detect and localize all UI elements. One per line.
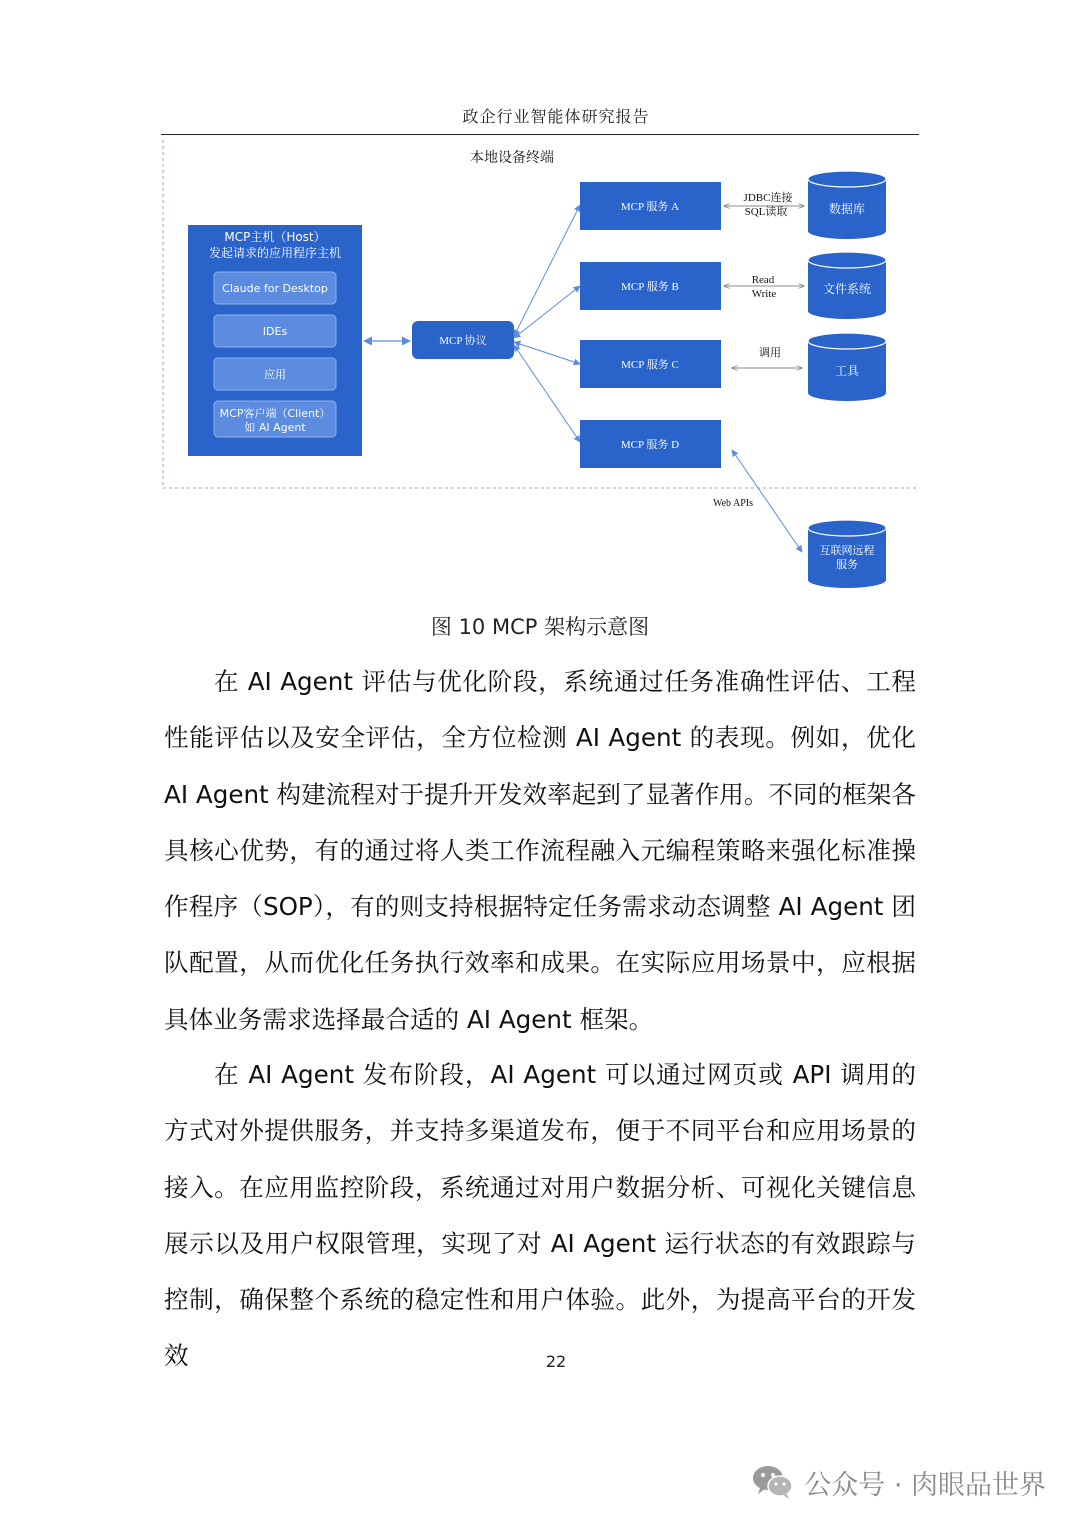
body-paragraph: 在 AI Agent 发布阶段，AI Agent 可以通过网页或 API 调用的方式对外提供服务，并支持多渠道发布，便于不同平台和应用场景的接入。在应用监控阶段，系统通过对用户数据分析、可视化关键信息展示以及用户权限管理，实现了对 AI Agent 运行状态的有效跟踪与控制，确保整个系统的稳定性和用户体验。此外，为提高平台的开发效 (164, 1060, 916, 1371)
watermark-text: 公众号 · 肉眼品世界 (804, 1469, 1046, 1501)
host-client-line1: MCP客户端（Client） (219, 407, 331, 420)
wechat-icon (752, 1464, 794, 1500)
region-label: 本地设备终端 (470, 151, 554, 166)
host-title-line2: 发起请求的应用程序主机 (208, 246, 342, 260)
watermark (752, 1460, 1046, 1504)
protocol-to-service-b (514, 286, 580, 338)
mcp-architecture-diagram (0, 0, 1080, 600)
link-a-line1: JDBC连接 (743, 192, 793, 204)
body-paragraph: 在 AI Agent 评估与优化阶段，系统通过任务准确性评估、工程性能评估以及安全评估，全方位检测 AI Agent 的表现。例如，优化 AI Agent 构建流程对于提升开发效率起到了显著作用。不同的框架各具核心优势，有的通过将人类工作流程融入元编程策略来强化标准操作程序（SOP），有的则支持根据特定任务需求动态调整 AI Agent 团队配置，从而优化任务执行效率和成果。在实际应用场景中，应根据具体业务需求选择最合适的 AI Agent 框架。 (164, 667, 916, 1034)
protocol-to-service-d (514, 345, 580, 442)
remote-label-line1: 互联网远程 (819, 544, 875, 557)
database-label: 数据库 (828, 202, 866, 216)
link-b-line1: Read (751, 274, 775, 286)
host-title-line1: MCP主机（Host） (224, 230, 326, 244)
mcp-service-a-label: MCP 服务 A (620, 201, 680, 213)
protocol-to-service-a (514, 205, 580, 336)
host-client-line2: 如 AI Agent (244, 421, 306, 434)
mcp-service-b-label: MCP 服务 B (621, 281, 679, 293)
page-header-title: 政企行业智能体研究报告 (462, 107, 650, 126)
host-item-app-label: 应用 (264, 368, 286, 381)
page-number: 22 (545, 1352, 567, 1371)
link-c-label: 调用 (759, 346, 781, 359)
figure-caption: 图 10 MCP 架构示意图 (430, 615, 650, 639)
filesystem-label: 文件系统 (822, 282, 872, 296)
host-item-ides-label: IDEs (262, 325, 288, 338)
protocol-to-service-c (514, 342, 580, 364)
mcp-service-d-label: MCP 服务 D (620, 439, 680, 451)
tools-label: 工具 (834, 364, 860, 378)
link-a-line2: SQL读取 (744, 206, 788, 218)
link-b-line2: Write (751, 288, 777, 300)
link-d-label: Web APIs (712, 498, 754, 509)
remote-label-line2: 服务 (836, 558, 858, 571)
host-item-claude-label: Claude for Desktop (222, 282, 328, 295)
mcp-protocol-label: MCP 协议 (439, 335, 487, 347)
mcp-service-c-label: MCP 服务 C (621, 359, 679, 371)
